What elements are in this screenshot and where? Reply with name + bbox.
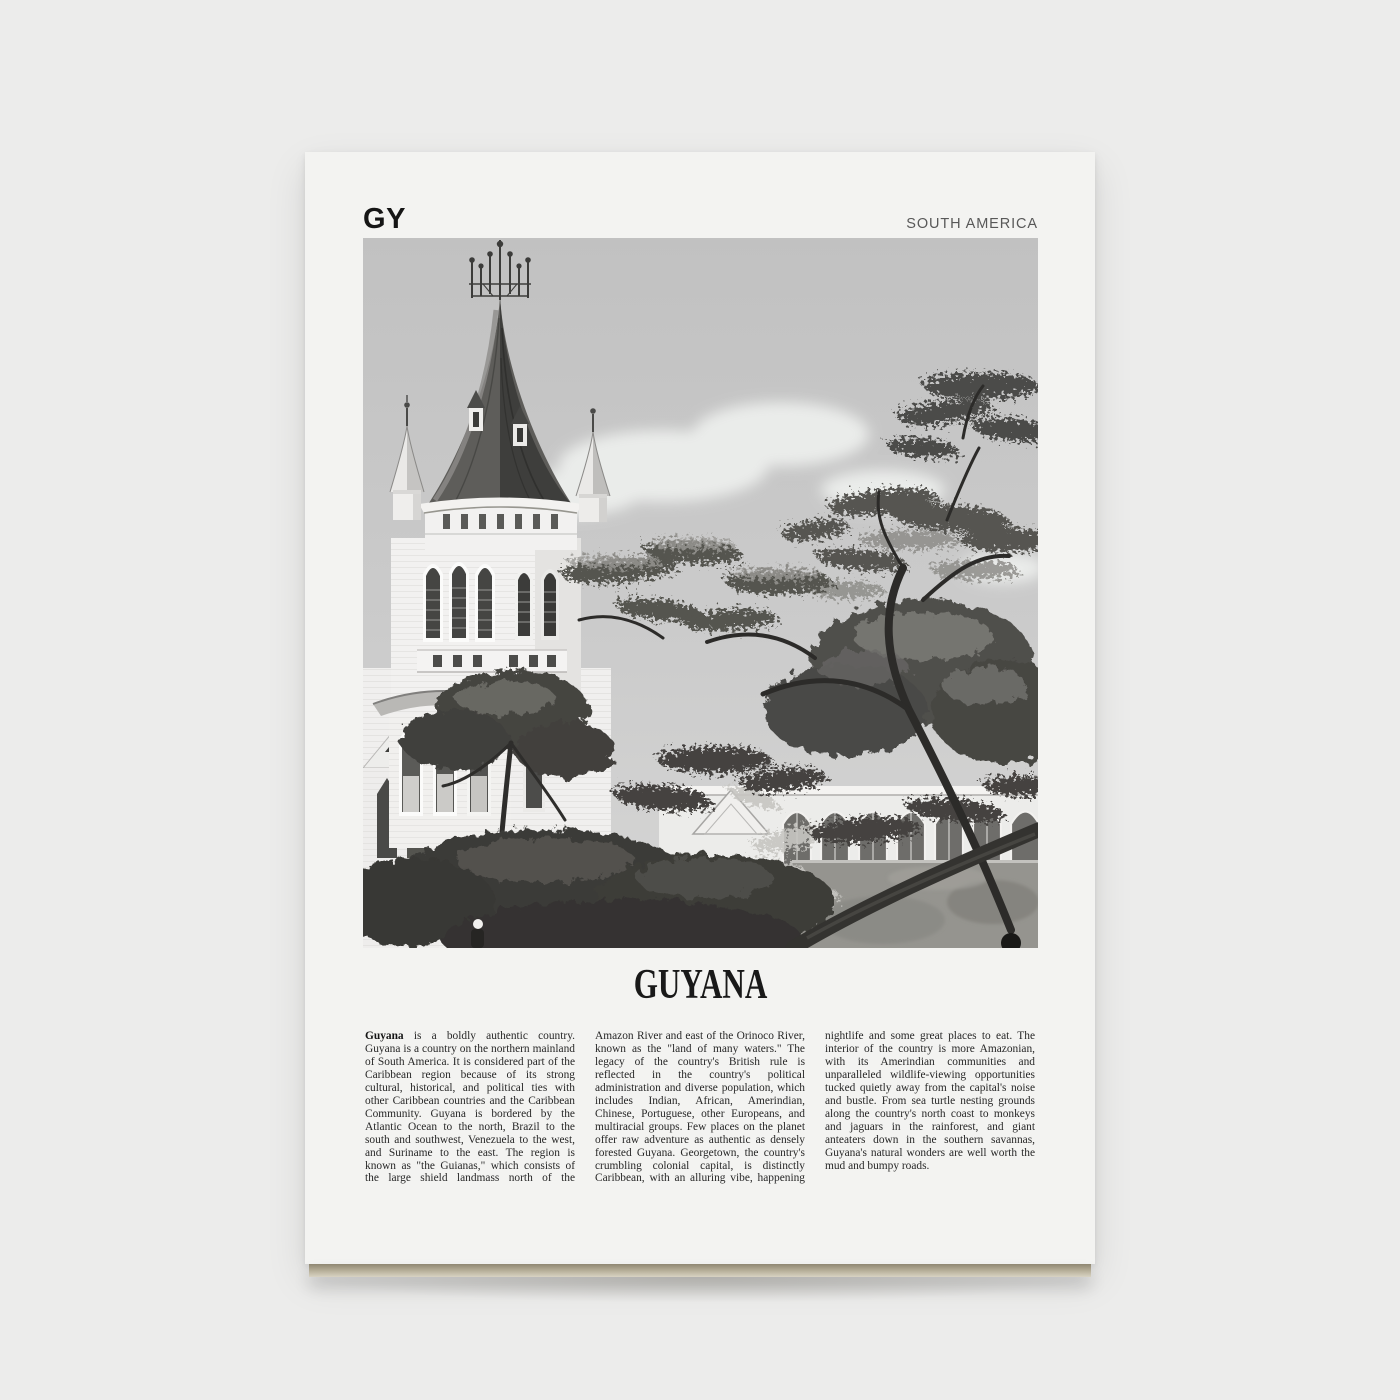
poster-header xyxy=(363,205,1038,234)
article-text xyxy=(365,1030,1035,1185)
poster-shadow xyxy=(302,1277,1098,1303)
article-lead-word: Guyana xyxy=(365,1030,404,1042)
photo-bw-georgetown xyxy=(363,238,1038,948)
poster-title: GUYANA xyxy=(633,962,768,1008)
country-code-label: GY xyxy=(363,203,407,235)
region-label: SOUTH AMERICA xyxy=(906,216,1038,232)
poster-stack-edge xyxy=(309,1264,1091,1277)
article-body: is a boldly authentic country. Guyana is a country on the northern mainland of South America. It is considered part of the Caribbean region because of its strong cultural, historical, and political ties with other Caribbean countries and the Caribbean Community. Guyana is bordered by the Atlantic Ocean to the north, Brazil to the south and southwest, Venezuela to the west, and Suriname to the east. The region is known as "the Guianas," which consists of the large shield landmass north of the Amazon River and east of the Orinoco River, known as the "land of many waters." The legacy of the country's British rule is reflected in the country's political administration and diverse population, which includes Indian, African, Amerindian, Chinese, Portuguese, other Europeans, and multiracial groups. Few places on the planet offer raw adventure as authentic as densely forested Guyana. Georgetown, the country's crumbling colonial capital, is distinctly Caribbean, with an alluring vibe, happening nightlife and some great places to eat. The interior of the country is more Amazonian, with its Amerindian communities and unparalleled wildlife-viewing opportunities tucked quietly away from the capital's noise and bustle. From sea turtle nesting grounds along the country's north coast to monkeys and jaguars in the rainforest, and giant anteaters down in the southern savannas, Guyana's natural wonders are well worth the mud and bumpy roads. xyxy=(365,1030,1035,1185)
travel-poster xyxy=(305,152,1095,1264)
photo-illustration xyxy=(363,238,1038,948)
